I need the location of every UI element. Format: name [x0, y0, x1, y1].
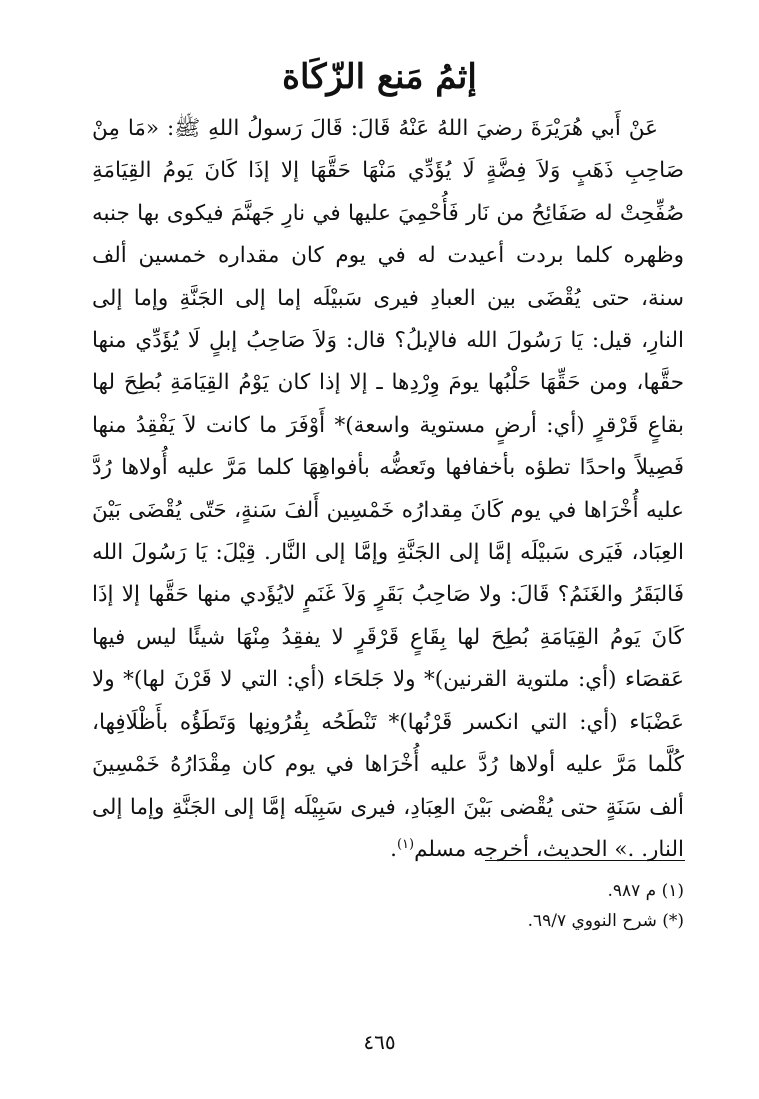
page-number: ٤٦٥: [363, 1030, 396, 1054]
footnotes: [124, 876, 684, 936]
paragraph-text: عَنْ أَبي هُرَيْرَةَ رضيَ اللهُ عَنْهُ قَالَ: قَالَ رَسولُ اللهِ ﷺ: «مَا مِنْ صَاحِبِ ذَهَبٍ وَلاَ فِضَّةٍ لَا يُؤَدِّي مَنْهَا حَقَّهَا إلا إذَا كَانَ يَومُ القِيَامَةِ صُفِّحِتْ له صَفَائِحُ من نَار فَأُحْمِيَ عليها في نارِ جَهنَّمَ فيكوى بها جنبه وظهره كلما بردت أعيدت له في يوم كان مقداره خمسين ألف سنة، حتى يُقْضَى بين العبادِ فيرى سَبيْلَه إما إلى الجَنَّةِ وإما إلى النارِ، قيل: يَا رَسُولَ الله فالإبلُ؟ قال: وَلاَ صَاحِبُ إبلٍ لَا يُؤَدِّي منها حقَّها، ومن حَقِّهَا حَلْبُها يومَ وِرْدِها ـ إلا إذا كان يَوْمُ القِيَامَةِ بُطِحَ لها بقاعٍ قَرْقرٍ (أي: أرضٍ مستوية واسعة)* أَوْفَرَ ما كانت لاَ يَفْقِدُ منها فَصِيلاً واحدًا تطؤه بأخفافها وتَعضُّه بأفواهِهَا كلما مَرَّ عليه أُولاها رُدَّ عليه أُخْرَاها في يوم كَانَ مِقدارُه خَمْسِين أَلفَ سَنةٍ، حَتّى يُقْضَى بَيْنَ العِبَاد، فَيَرى سَبيْلَه إمَّا إلى الجَنَّةِ وإمَّا إلى النَّار. قِيْلَ: يَا رَسُولَ الله فَالبَقَرُ والغَنَمُ؟ قَالَ: ولا صَاحِبُ بَقَرٍ وَلاَ غَنَمٍ لايُؤَدي منها حَقَّها إلا إذَا كَانَ يَومُ القِيَامَةِ بُطِحَ لها بِقَاعٍ قَرْقَرٍ لا يفقِدُ مِنْهَا شيئًا ليس فيها عَقصَاء (أي: ملتوية القرنين)* ولا جَلحَاء (أي: التي لا قَرْنَ لها)* ولا عَضْبَاء (أي: التي انكسر قَرْنُها)* تَنْطَحُه بِقُرُونِها وَتَطَؤُه بأَظْلَافِها، كُلَّما مَرَّ عليه أولاها رُدَّ عليه أُخْرَاها في يوم كان مِقْدَارُهُ خَمْسِينَ ألف سَنَةٍ حتى يُقْضى بَيْنَ العِبَادِ، فيرى سَبِيْلَه إمَّا إلى الجَنَّةِ وإما إلى النار. .» الحديث، أخرجه مسلم: [92, 116, 684, 862]
chapter-title: إثمُ مَنع الزّكَاة: [282, 57, 477, 97]
hadith-text: [92, 108, 684, 871]
footnote-1: (١) م ٩٨٧.: [607, 881, 684, 901]
hadith-paragraph: عَنْ أَبي هُرَيْرَةَ رضيَ اللهُ عَنْهُ قَالَ: قَالَ رَسولُ اللهِ ﷺ: «مَا مِنْ صَاحِبِ ذَهَبٍ وَلاَ فِضَّةٍ لَا يُؤَدِّي مَنْهَا حَقَّهَا إلا إذَا كَانَ يَومُ القِيَامَةِ صُفِّحِتْ له صَفَائِحُ من نَار فَأُحْمِيَ عليها في نارِ جَهنَّمَ فيكوى بها جنبه وظهره كلما بردت أعيدت له في يوم كان مقداره خمسين ألف سنة، حتى يُقْضَى بين العبادِ فيرى سَبيْلَه إما إلى الجَنَّةِ وإما إلى النارِ، قيل: يَا رَسُولَ الله فالإبلُ؟ قال: وَلاَ صَاحِبُ إبلٍ لَا يُؤَدِّي منها حقَّها، ومن حَقِّهَا حَلْبُها يومَ وِرْدِها ـ إلا إذا كان يَوْمُ القِيَامَةِ بُطِحَ لها بقاعٍ قَرْقرٍ (أي: أرضٍ مستوية واسعة)* أَوْفَرَ ما كانت لاَ يَفْقِدُ منها فَصِيلاً واحدًا تطؤه بأخفافها وتَعضُّه بأفواهِهَا كلما مَرَّ عليه أُولاها رُدَّ عليه أُخْرَاها في يوم كَانَ مِقدارُه خَمْسِين أَلفَ سَنةٍ، حَتّى يُقْضَى بَيْنَ العِبَاد، فَيَرى سَبيْلَه إمَّا إلى الجَنَّةِ وإمَّا إلى النَّار. قِيْلَ: يَا رَسُولَ الله فَالبَقَرُ والغَنَمُ؟ قَالَ: ولا صَاحِبُ بَقَرٍ وَلاَ غَنَمٍ لايُؤَدي منها حَقَّها إلا إذَا كَانَ يَومُ القِيَامَةِ بُطِحَ لها بِقَاعٍ قَرْقَرٍ لا يفقِدُ مِنْهَا شيئًا ليس فيها عَقصَاء (أي: ملتوية القرنين)* ولا جَلحَاء (أي: التي لا قَرْنَ لها)* ولا عَضْبَاء (أي: التي انكسر قَرْنُها)* تَنْطَحُه بِقُرُونِها وَتَطَؤُه بأَظْلَافِها، كُلَّما مَرَّ عليه أولاها رُدَّ عليه أُخْرَاها في يوم كان مِقْدَارُهُ خَمْسِينَ ألف سَنَةٍ حتى يُقْضى بَيْنَ العِبَادِ، فيرى سَبِيْلَه إمَّا إلى الجَنَّةِ وإما إلى النار. .» الحديث، أخرجه مسلم$^{(١)}$.: [92, 116, 684, 862]
footnote-2: (*) شرح النووي ٦٩/٧.: [527, 911, 684, 931]
footnote-reference: (١): [396, 836, 415, 852]
footnote-separator: [485, 860, 685, 861]
